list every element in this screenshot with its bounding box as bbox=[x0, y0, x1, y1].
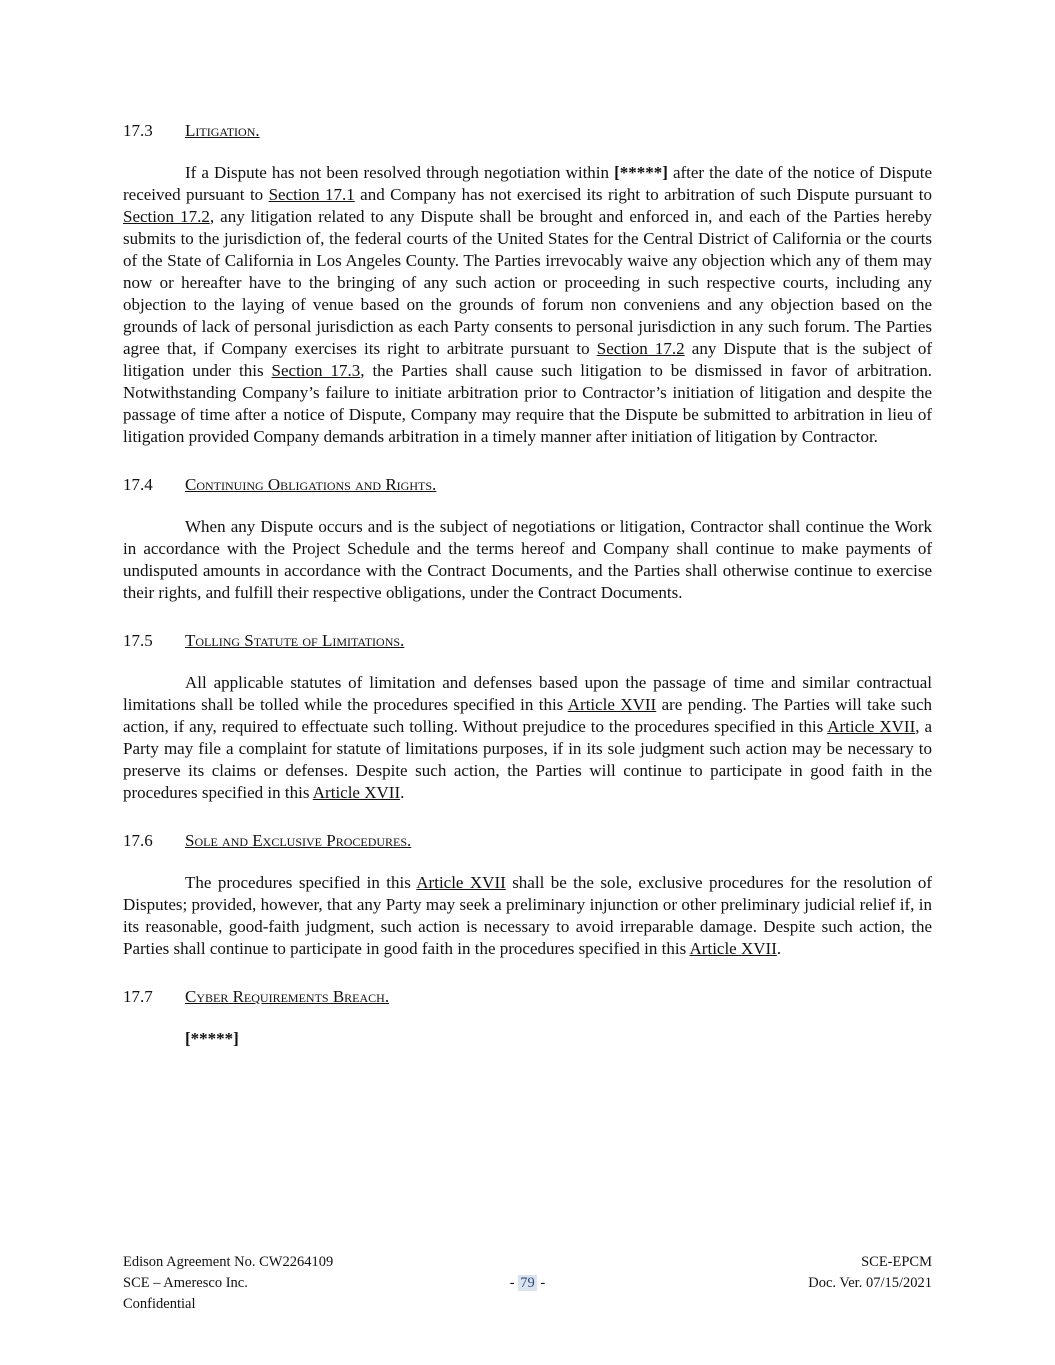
section-title: Sole and Exclusive Procedures. bbox=[185, 831, 412, 850]
page-number-prefix: - bbox=[509, 1275, 519, 1291]
section-number: 17.4 bbox=[123, 475, 153, 494]
page-number: 79 bbox=[520, 1275, 535, 1291]
section-continuing-obligations bbox=[123, 474, 932, 604]
section-number: 17.7 bbox=[123, 987, 153, 1006]
section-heading bbox=[123, 120, 932, 142]
text-run: any Dispute that is the subject of litigation under this bbox=[123, 339, 932, 380]
section-heading bbox=[123, 474, 932, 496]
text-run: If a Dispute has not been resolved through negotiation within bbox=[185, 163, 615, 182]
footer-confidential-label: Confidential bbox=[123, 1296, 196, 1312]
text-run: . bbox=[776, 939, 782, 958]
text-run: All applicable statutes of limitation and defenses based upon the passage of time and similar contractual limitations shall be tolled while the procedures specified in this bbox=[123, 673, 932, 714]
section-number: 17.3 bbox=[123, 121, 153, 140]
section-title: Cyber Requirements Breach. bbox=[185, 987, 390, 1006]
section-heading bbox=[123, 630, 932, 652]
section-cyber-requirements-breach bbox=[123, 986, 932, 1050]
section-heading bbox=[123, 830, 932, 852]
footer-doc-version: Doc. Ver. 07/15/2021 bbox=[808, 1275, 932, 1291]
text-run: [*****] bbox=[614, 163, 668, 182]
text-run: shall be the sole, exclusive procedures for the resolution of Disputes; provided, however, that any Party may seek a preliminary injunction or other preliminary judicial relief if, in its reasonable, good-faith judgment, such action is necessary to avoid irreparable damage. Despite such action, the Parties shall continue to participate in good faith in the procedures specified in this bbox=[123, 873, 932, 958]
section-paragraph bbox=[123, 516, 932, 604]
text-run: , the Parties shall cause such litigation to be dismissed in favor of arbitration. Notwithstanding Company’s failure to initiate arbitration prior to Contractor’s initiation of litigation and despite the passage of time after a notice of Dispute, Company may require that the Dispute be submitted to arbitration in lieu of litigation provided Company demands arbitration in a timely manner after initiation of litigation by Contractor. bbox=[123, 361, 932, 446]
footer-center bbox=[510, 1252, 545, 1315]
footer-doc-type: SCE-EPCM bbox=[861, 1254, 932, 1270]
footer-right bbox=[545, 1252, 932, 1315]
cross-reference: Article XVII bbox=[827, 717, 916, 736]
cross-reference: Article XVII bbox=[416, 873, 506, 892]
section-paragraph bbox=[123, 162, 932, 448]
text-run: . bbox=[400, 783, 405, 802]
cross-reference: Article XVII bbox=[689, 939, 777, 958]
section-tolling-statute bbox=[123, 630, 932, 804]
section-title: Continuing Obligations and Rights. bbox=[185, 475, 437, 494]
section-litigation bbox=[123, 120, 932, 448]
cross-reference: Section 17.2 bbox=[596, 339, 685, 358]
text-run: , any litigation related to any Dispute shall be brought and enforced in, and each of the Parties hereby submits to the jurisdiction of, the federal courts of the United States for the Central District of California or the courts of the State of California in Los Angeles County. The Parties irrevocably waive any objection which any of them may now or hereafter have to the bringing of any such action or proceeding in such respective courts, including any objection to the laying of venue based on the grounds of forum non conveniens and any objection based on the grounds of lack of personal jurisdiction as each Party consents to personal jurisdiction in any such forum. The Parties agree that, if Company exercises its right to arbitrate pursuant to bbox=[123, 207, 932, 358]
footer-agreement-number: Edison Agreement No. CW2264109 bbox=[123, 1254, 334, 1270]
text-run: and Company has not exercised its right to arbitration of such Dispute pursuant to bbox=[354, 185, 932, 204]
text-run: are pending. The Parties will take such action, if any, required to effectuate such tolling. Without prejudice to the procedures specified in this bbox=[123, 695, 932, 736]
section-title: Litigation. bbox=[185, 121, 260, 140]
footer-parties: SCE – Ameresco Inc. bbox=[123, 1275, 248, 1291]
section-sole-exclusive-procedures bbox=[123, 830, 932, 960]
cross-reference: Section 17.2 bbox=[123, 207, 210, 226]
section-heading bbox=[123, 986, 932, 1008]
text-run: , a Party may file a complaint for statute of limitations purposes, if in its sole judgment such action may be necessary to preserve its claims or defenses. Despite such action, the Parties will continue to participate in good faith in the procedures specified in this bbox=[123, 717, 932, 802]
cross-reference: Section 17.3 bbox=[271, 361, 361, 380]
footer-left bbox=[123, 1252, 510, 1315]
cross-reference: Article XVII bbox=[567, 695, 657, 714]
section-number: 17.5 bbox=[123, 631, 153, 650]
section-title: Tolling Statute of Limitations. bbox=[185, 631, 405, 650]
text-run: after the date of the notice of Dispute received pursuant to bbox=[123, 163, 932, 204]
text-run: The procedures specified in this bbox=[185, 873, 417, 892]
page-number-suffix: - bbox=[536, 1275, 546, 1291]
section-number: 17.6 bbox=[123, 831, 153, 850]
cross-reference: Section 17.1 bbox=[268, 185, 355, 204]
page-footer bbox=[123, 1252, 932, 1315]
text-run: [*****] bbox=[185, 1029, 239, 1048]
cross-reference: Article XVII bbox=[312, 783, 401, 802]
section-paragraph bbox=[123, 872, 932, 960]
section-paragraph bbox=[123, 1028, 932, 1050]
section-paragraph bbox=[123, 672, 932, 804]
text-run: When any Dispute occurs and is the subject of negotiations or litigation, Contractor shall continue the Work in accordance with the Project Schedule and the terms hereof and Company shall continue to make payments of undisputed amounts in accordance with the Contract Documents, and the Parties shall otherwise continue to exercise their rights, and fulfill their respective obligations, under the Contract Documents. bbox=[123, 517, 932, 602]
